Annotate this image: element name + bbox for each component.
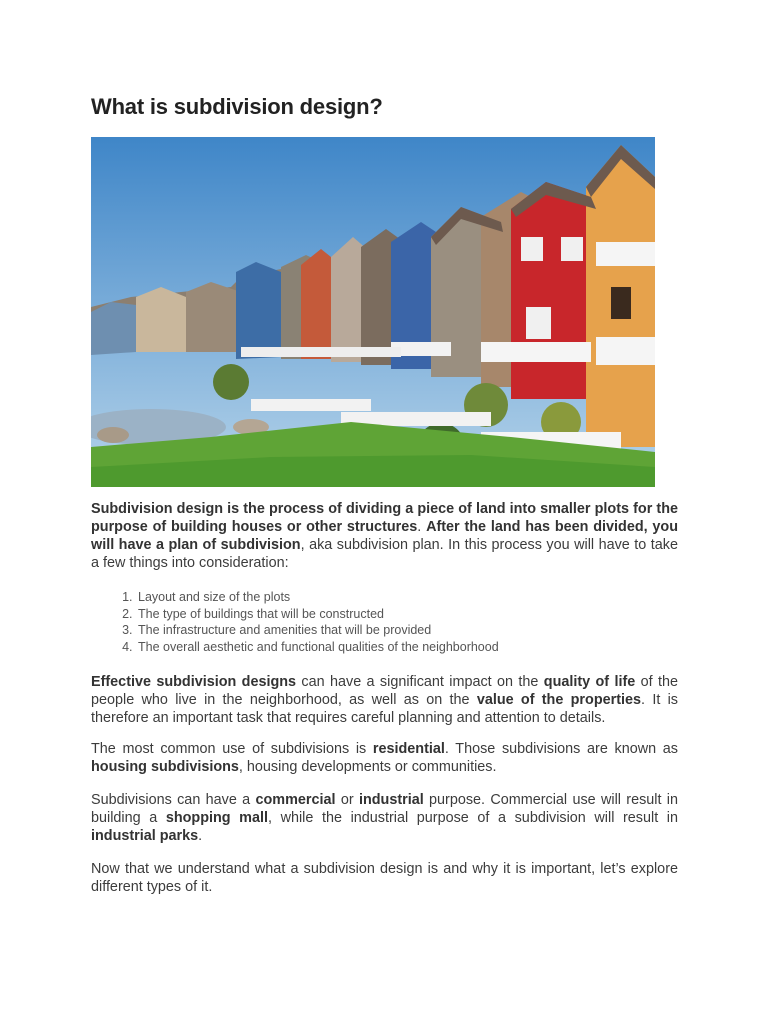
residential-bold-1: residential xyxy=(372,741,445,757)
commercial-text-4: , while the industrial purpose of a subdivision will result in xyxy=(267,810,679,826)
consideration-list xyxy=(91,589,696,655)
impact-text-1: can have a significant impact on the xyxy=(296,674,544,690)
townhouses-photo xyxy=(91,137,655,487)
intro-bold-2: After the land has been divided, you will have a plan of subdivision xyxy=(91,519,678,553)
intro-bold-1: Subdivision design is the process of dividing a piece of land into smaller plots for the purpose of building houses or other structures xyxy=(91,501,678,535)
list-item: 3. The infrastructure and amenities that will be provided xyxy=(136,622,696,639)
impact-bold-1: Effective subdivision designs xyxy=(91,674,297,690)
list-item: 2. The type of buildings that will be constructed xyxy=(136,606,696,623)
page-title: What is subdivision design? xyxy=(91,94,383,119)
intro-paragraph xyxy=(91,500,678,572)
commercial-text-3: purpose. Commercial use will result in building a xyxy=(91,792,678,826)
commercial-bold-2: industrial xyxy=(358,792,424,808)
closing-paragraph: Now that we understand what a subdivision design is and why it is important, let’s explore different types of it. xyxy=(91,861,678,895)
commercial-bold-4: industrial parks xyxy=(91,828,199,844)
residential-text-3: , housing developments or communities. xyxy=(238,759,497,775)
intro-text-2: , aka subdivision plan. In this process you will have to take a few things into consideration: xyxy=(91,537,678,571)
commercial-paragraph xyxy=(91,791,678,845)
residential-paragraph xyxy=(91,740,678,776)
impact-paragraph xyxy=(91,673,678,727)
residential-text-1: The most common use of subdivisions is xyxy=(91,741,373,757)
residential-text-2: . Those subdivisions are known as xyxy=(444,741,678,757)
commercial-text-2: or xyxy=(335,792,359,808)
impact-text-2: of the people who live in the neighborhood, as well as on the xyxy=(91,674,678,708)
impact-bold-2: quality of life xyxy=(543,674,636,690)
residential-bold-2: housing subdivisions xyxy=(91,759,239,775)
commercial-bold-1: commercial xyxy=(255,792,336,808)
list-item: 1. Layout and size of the plots xyxy=(136,589,696,606)
commercial-text-5: . xyxy=(198,828,203,844)
list-item: 4. The overall aesthetic and functional qualities of the neighborhood xyxy=(136,639,696,656)
commercial-bold-3: shopping mall xyxy=(165,810,268,826)
intro-text-1: . xyxy=(417,519,427,535)
impact-bold-3: value of the properties xyxy=(476,692,642,708)
impact-text-3: . It is therefore an important task that requires careful planning and attention to details. xyxy=(91,692,678,726)
commercial-text-1: Subdivisions can have a xyxy=(91,792,256,808)
